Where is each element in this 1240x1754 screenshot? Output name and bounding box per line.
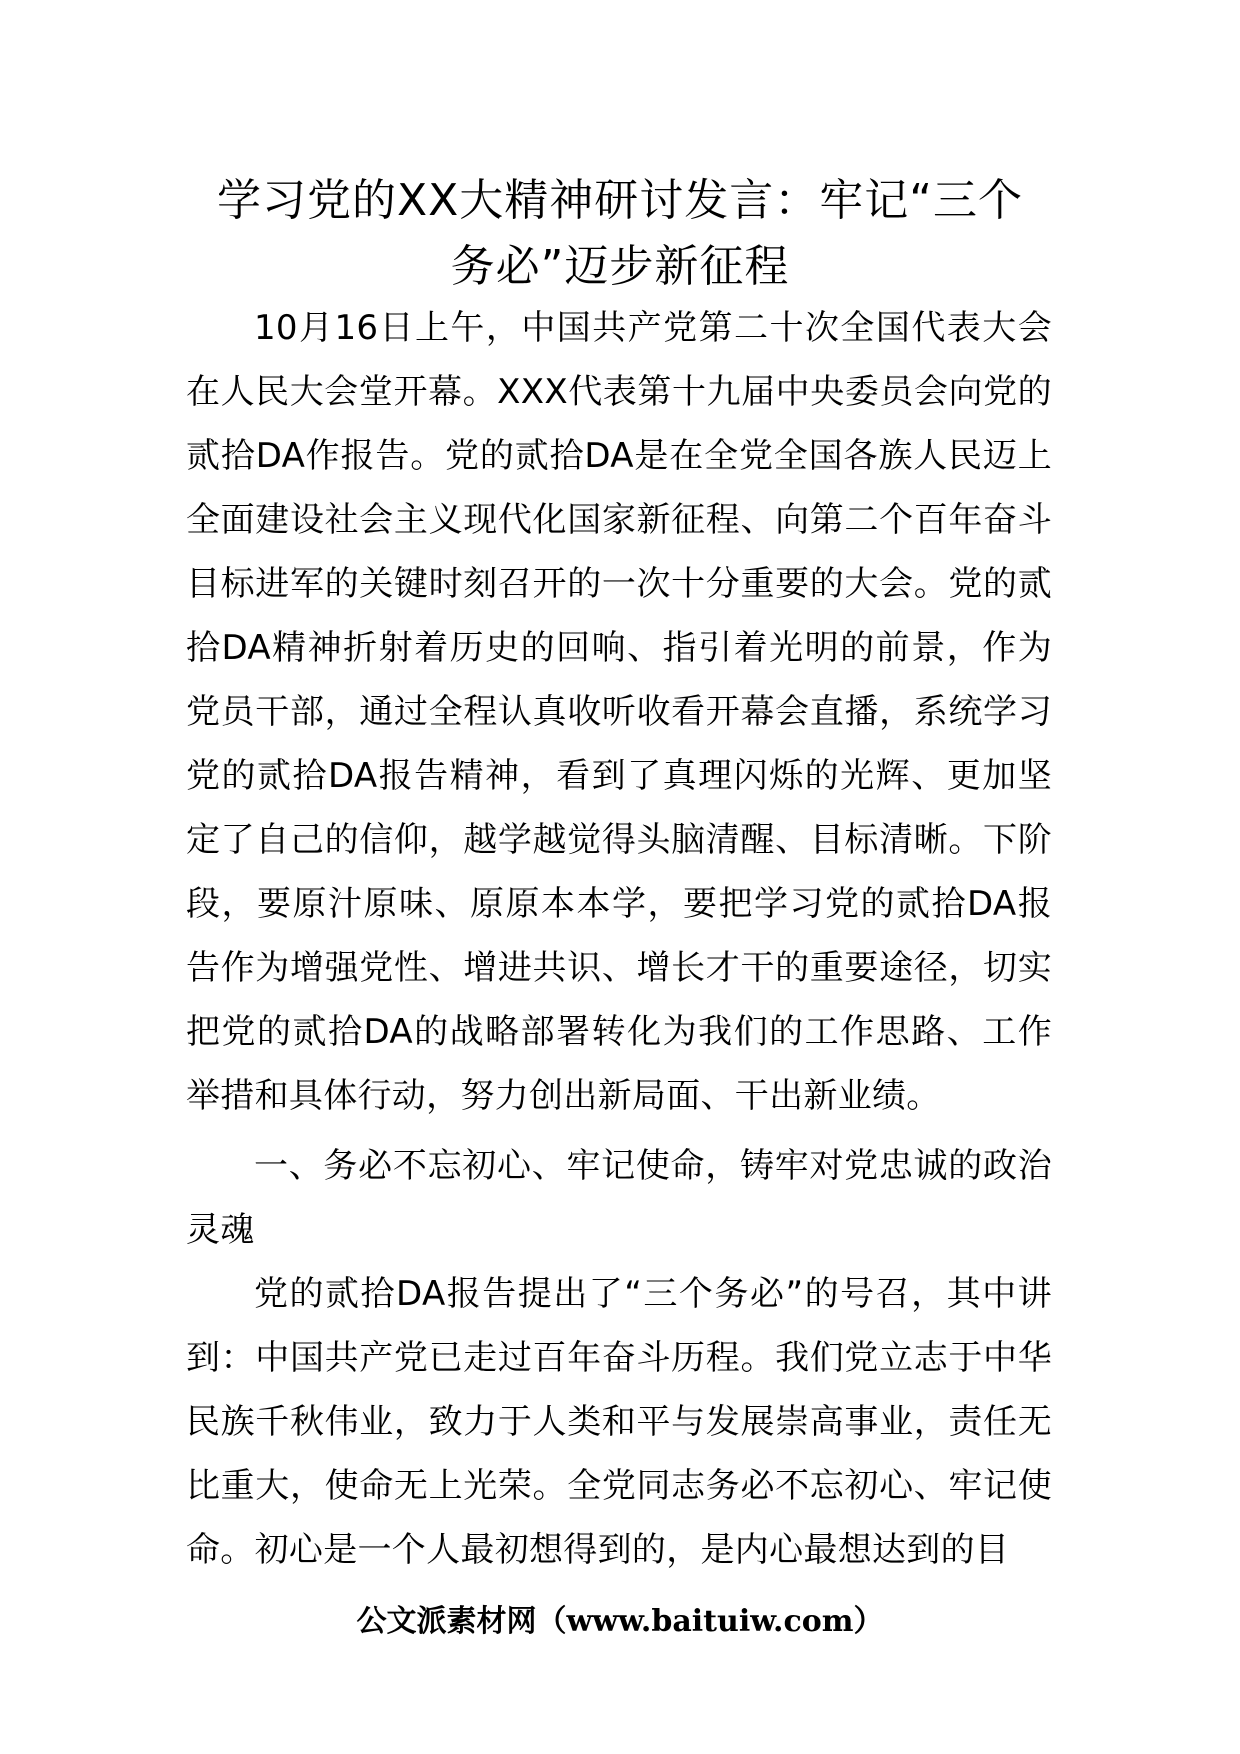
document-body — [186, 296, 1052, 1582]
title-line-1: 学习党的XX大精神研讨发言：牢记“三个 — [216, 175, 1024, 226]
document-title — [186, 168, 1054, 300]
section-heading-1: 一、务必不忘初心、牢记使命，铸牢对党忠诚的政治灵魂 — [186, 1146, 1052, 1250]
paragraph-section-1: 党的贰拾DA报告提出了“三个务必”的号召，其中讲到：中国共产党已走过百年奋斗历程。我们党立志于中华民族千秋伟业，致力于人类和平与发展崇高事业，责任无比重大，使命无上光荣。全党同志务必不忘初心、牢记使命。初心是一个人最初想得到的，是内心最想达到的目 — [186, 1274, 1052, 1570]
footer-watermark: 公文派素材网（www.baituiw.com） — [356, 1604, 884, 1639]
paragraph-intro: 10月16日上午，中国共产党第二十次全国代表大会在人民大会堂开幕。XXX代表第十九届中央委员会向党的贰拾DA作报告。党的贰拾DA是在全党全国各族人民迈上全面建设社会主义现代化国家新征程、向第二个百年奋斗目标进军的关键时刻召开的一次十分重要的大会。党的贰拾DA精神折射着历史的回响、指引着光明的前景，作为党员干部，通过全程认真收听收看开幕会直播，系统学习党的贰拾DA报告精神，看到了真理闪烁的光辉、更加坚定了自己的信仰，越学越觉得头脑清醒、目标清晰。下阶段，要原汁原味、原原本本学，要把学习党的贰拾DA报告作为增强党性、增进共识、增长才干的重要途径，切实把党的贰拾DA的战略部署转化为我们的工作思路、工作举措和具体行动，努力创出新局面、干出新业绩。 — [186, 308, 1052, 1116]
title-line-2: 务必”迈步新征程 — [450, 241, 790, 292]
